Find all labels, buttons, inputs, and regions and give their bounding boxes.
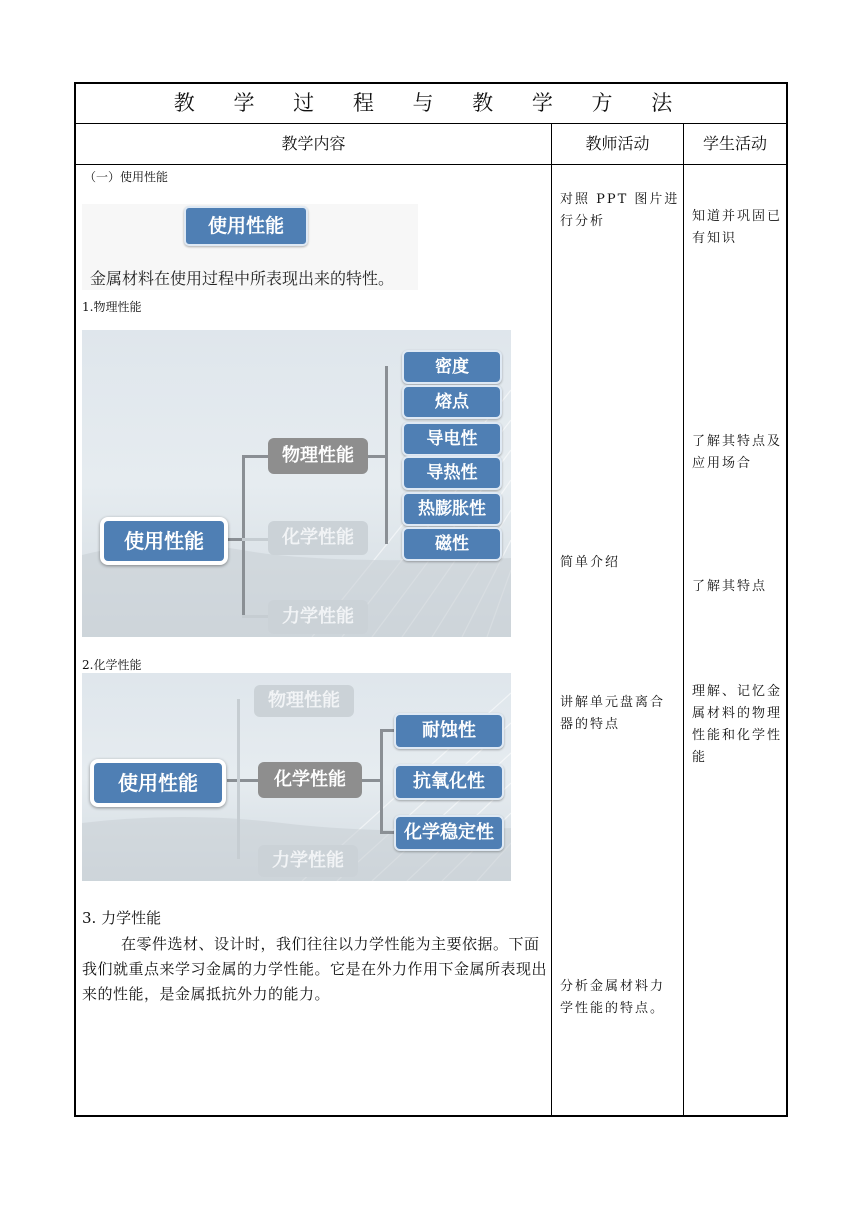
branch-chemical: 化学性能 (258, 762, 362, 798)
student-activity-4: 理解、记忆金属材料的物理性能和化学性能 (692, 684, 783, 765)
item-thermal-expansion: 热膨胀性 (402, 492, 502, 526)
header-content: 教学内容 (281, 134, 346, 153)
student-activity-2: 了解其特点及应用场合 (692, 434, 783, 471)
slide-caption: 金属材料在使用过程中所表现出来的特性。 (90, 269, 395, 288)
connector-physical (242, 455, 268, 458)
table-border-bottom (74, 1115, 788, 1117)
connector-vertical (242, 455, 245, 615)
hub-usage: 使用性能 (90, 759, 226, 807)
student-activity-1: 知道并巩固已有知识 (692, 209, 783, 246)
item-corrosion-resistance: 耐蚀性 (394, 713, 504, 749)
mechanical-paragraph: 在零件选材、设计时，我们往往以力学性能为主要依据。下面我们就重点来学习金属的力学性能。它是在外力作用下金属所表现出来的性能，是金属抵抗外力的能力。 (82, 935, 548, 1003)
connector-chemical (242, 538, 268, 541)
branch-mechanical: 力学性能 (268, 600, 368, 634)
item-density: 密度 (402, 350, 502, 384)
branch-chemical: 化学性能 (268, 521, 368, 555)
teacher-activity-2: 简单介绍 (560, 555, 621, 570)
table-title: 教 学 过 程 与 教 学 方 法 (173, 91, 689, 115)
branch-physical: 物理性能 (254, 685, 354, 717)
connector-mechanical (242, 615, 268, 618)
chemical-diagram (82, 673, 511, 881)
connector-item-3 (380, 831, 394, 834)
chemical-label: 2.化学性能 (82, 658, 142, 672)
table-border-right (786, 82, 788, 1117)
hub-usage: 使用性能 (100, 517, 228, 565)
physical-label: 1.物理性能 (82, 300, 142, 314)
section-heading: （一）使用性能 (84, 170, 169, 184)
item-conductivity: 导电性 (402, 422, 502, 456)
teacher-activity-1: 对照 PPT 图片进行分析 (560, 192, 680, 229)
item-magnetism: 磁性 (402, 527, 502, 561)
branch-physical: 物理性能 (268, 438, 368, 474)
item-melting-point: 熔点 (402, 385, 502, 419)
connector-items-stub (362, 779, 380, 782)
teacher-activity-4: 分析金属材料力学性能的特点。 (560, 979, 666, 1016)
connector-items-vertical (385, 366, 388, 544)
slide-usage-performance (82, 204, 418, 290)
connector-item-1 (380, 729, 394, 732)
branch-mechanical: 力学性能 (258, 845, 358, 877)
item-chemical-stability: 化学稳定性 (394, 815, 504, 851)
mechanical-heading: 3. 力学性能 (82, 909, 162, 927)
header-student: 学生活动 (702, 134, 767, 153)
slide-title-pill: 使用性能 (184, 206, 308, 246)
column-divider-2 (683, 123, 684, 1116)
physical-diagram (82, 330, 511, 637)
item-oxidation-resistance: 抗氧化性 (394, 764, 504, 800)
connector-items-vertical (380, 729, 383, 833)
student-activity-3: 了解其特点 (692, 579, 768, 594)
item-thermal-conductivity: 导热性 (402, 456, 502, 490)
header-teacher: 教师活动 (585, 134, 650, 153)
connector-vertical (237, 699, 240, 859)
teacher-activity-3: 讲解单元盘离合器的特点 (560, 695, 666, 732)
table-border-left (74, 82, 76, 1117)
column-divider-1 (551, 123, 552, 1116)
header-divider (74, 164, 788, 165)
connector-items-stub (367, 455, 385, 458)
